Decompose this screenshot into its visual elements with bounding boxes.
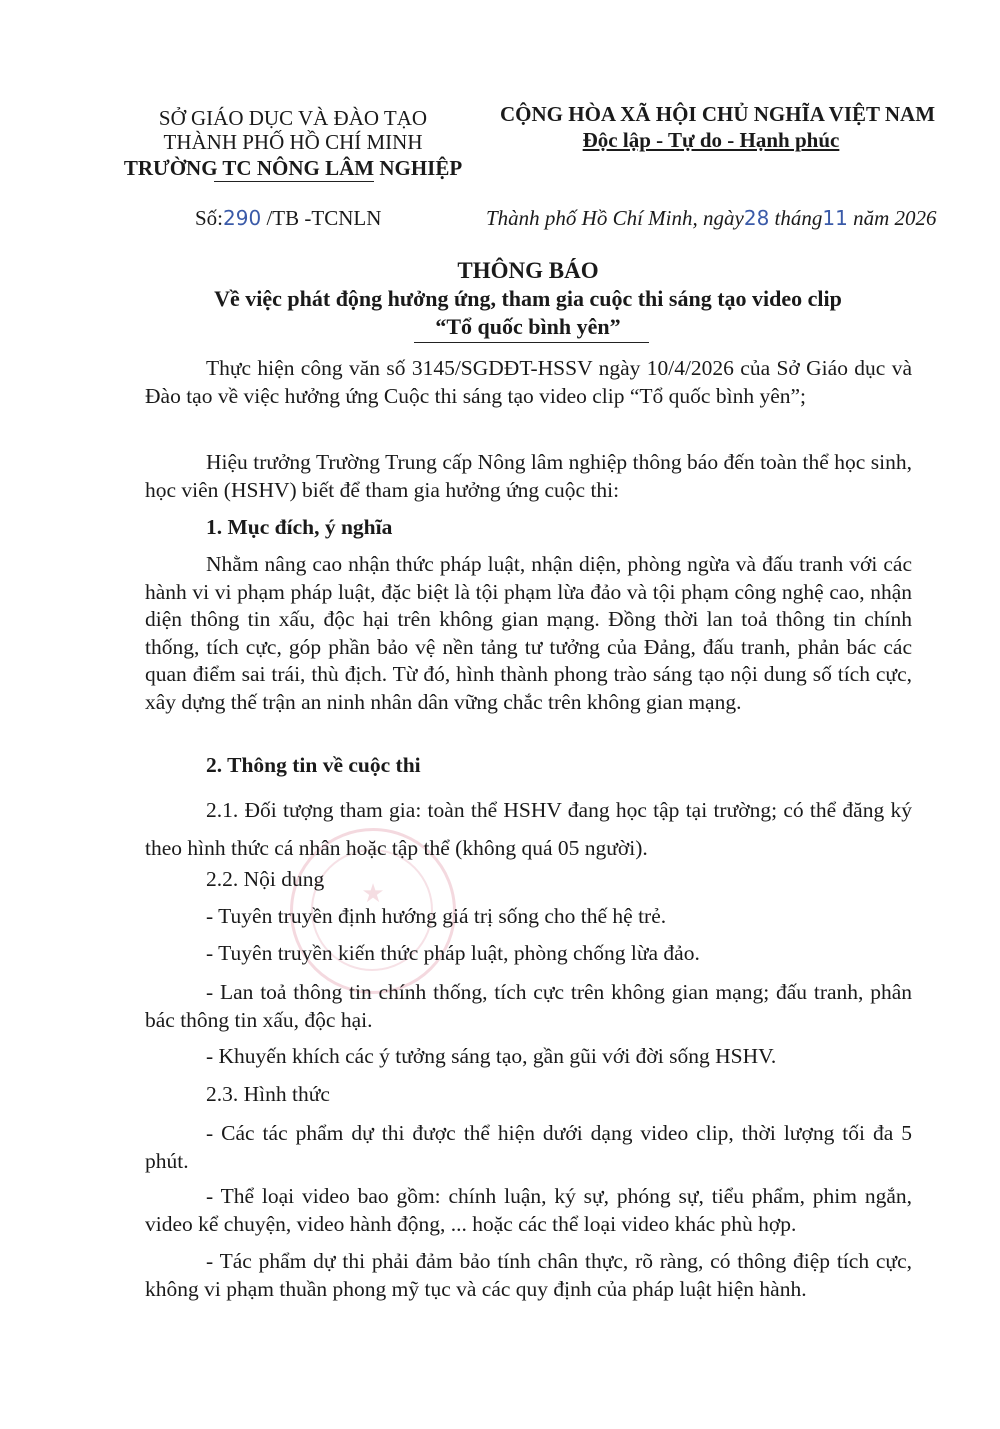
section-heading-purpose: 1. Mục đích, ý nghĩa — [206, 515, 393, 539]
reference-number — [195, 206, 381, 231]
reference-number-handwritten: 290 — [223, 206, 262, 230]
subheading-content: 2.2. Nội dung — [206, 867, 325, 891]
list-item-format-3: - Tác phẩm dự thi phải đảm bảo tính chân thực, rõ ràng, có thông điệp tích cực, không vi phạm thuần phong mỹ tục và các quy định của pháp luật hiện hành. — [145, 1249, 912, 1301]
document-subject-line2: “Tổ quốc bình yên” — [435, 314, 621, 339]
document-title: THÔNG BÁO — [457, 258, 599, 283]
date-year: năm 2026 — [853, 206, 937, 230]
list-item-content-2: - Tuyên truyền kiến thức pháp luật, phòng chống lừa đảo. — [206, 941, 700, 965]
date-month-handwritten: 11 — [822, 206, 848, 230]
stamp-star-icon: ★ — [361, 879, 385, 909]
paragraph-participants: 2.1. Đối tượng tham gia: toàn thể HSHV đang học tập tại trường; có thể đăng ký theo hình thức cá nhân hoặc tập thể (không quá 05 người). — [145, 798, 912, 860]
issuer-underline — [214, 181, 374, 182]
list-item-format-2: - Thể loại video bao gồm: chính luận, ký sự, phóng sự, tiểu phẩm, phim ngắn, video kể chuyện, video hành động, ... hoặc các thể loại video khác phù hợp. — [145, 1184, 912, 1236]
list-item-content-1: - Tuyên truyền định hướng giá trị sống cho thế hệ trẻ. — [206, 904, 667, 928]
document-subject-line1: Về việc phát động hưởng ứng, tham gia cuộc thi sáng tạo video clip — [214, 286, 842, 311]
issuer-department: SỞ GIÁO DỤC VÀ ĐÀO TẠO — [158, 106, 428, 130]
issuer-school: TRƯỜNG TC NÔNG LÂM NGHIỆP — [123, 156, 463, 180]
issue-date — [486, 206, 937, 231]
list-item-content-4: - Khuyến khích các ý tưởng sáng tạo, gần gũi với đời sống HSHV. — [206, 1044, 777, 1068]
national-motto: Độc lập - Tự do - Hạnh phúc — [582, 128, 840, 152]
date-place: Thành phố Hồ Chí Minh, ngày — [486, 206, 744, 230]
section-heading-contest-info: 2. Thông tin về cuộc thi — [206, 753, 421, 777]
national-title: CỘNG HÒA XÃ HỘI CHỦ NGHĨA VIỆT NAM — [500, 102, 936, 126]
paragraph-announcement: Hiệu trưởng Trường Trung cấp Nông lâm nghiệp thông báo đến toàn thể học sinh, học viên (HSHV) biết để tham gia hưởng ứng cuộc thi: — [145, 450, 912, 502]
list-item-format-1: - Các tác phẩm dự thi được thể hiện dưới dạng video clip, thời lượng tối đa 5 phút. — [145, 1121, 912, 1173]
paragraph-purpose: Nhằm nâng cao nhận thức pháp luật, nhận diện, phòng ngừa và đấu tranh với các hành vi vi phạm pháp luật, đặc biệt là tội phạm lừa đảo và tội phạm công nghệ cao, nhận diện thông tin xấu, độc hại trên không gian mạng. Đồng thời lan toả thông tin chính thống, tích cực, góp phần bảo vệ nền tảng tư tưởng của Đảng, đấu tranh, phản bác các quan điểm sai trái, thù địch. Từ đó, hình thành phong trào sáng tạo nội dung số tích cực, xây dựng thế trận an ninh nhân dân vững chắc trên không gian mạng. — [145, 552, 912, 714]
date-day-handwritten: 28 — [743, 206, 770, 230]
issuer-city: THÀNH PHỐ HỒ CHÍ MINH — [163, 130, 423, 154]
paragraph-reference: Thực hiện công văn số 3145/SGDĐT-HSSV ngày 10/4/2026 của Sở Giáo dục và Đào tạo về việc hưởng ứng Cuộc thi sáng tạo video clip “Tổ quốc bình yên”; — [145, 356, 912, 408]
list-item-content-3: - Lan toả thông tin chính thống, tích cực trên không gian mạng; đấu tranh, phân bác thông tin xấu, độc hại. — [145, 980, 912, 1032]
title-underline — [414, 342, 649, 343]
subheading-format: 2.3. Hình thức — [206, 1082, 330, 1106]
reference-prefix: Số: — [195, 206, 224, 230]
reference-suffix: /TB -TCNLN — [266, 206, 382, 230]
date-month-label: tháng — [774, 206, 823, 230]
